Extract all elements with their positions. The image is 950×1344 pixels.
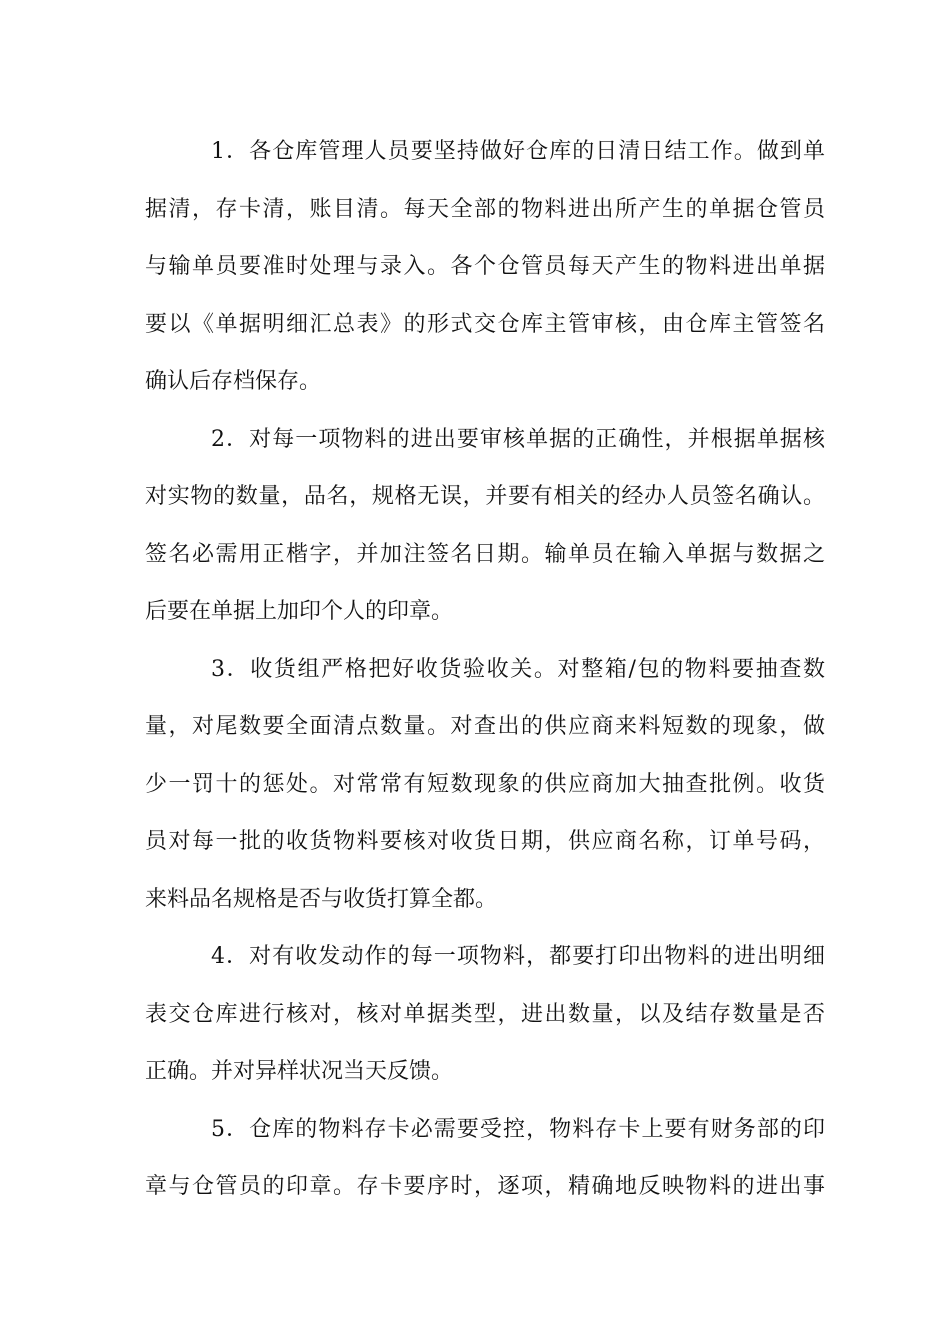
para-4-line-2: 表交仓库进行核对，核对单据类型，进出数量，以及结存数量是否 [145,1001,825,1027]
para-2-line-3: 签名必需用正楷字，并加注签名日期。输单员在输入单据与数据之 [145,541,825,567]
para-2-line-2: 对实物的数量，品名，规格无误，并要有相关的经办人员签名确认。 [145,484,825,509]
para-3-line-3: 少一罚十的惩处。对常常有短数现象的供应商加大抽查批例。收货 [145,771,825,797]
document-body [145,130,825,1223]
para-3-line-1: 3．收货组严格把好收货验收关。对整箱/包的物料要抽查数 [211,656,825,682]
para-4-line-1: 4．对有收发动作的每一项物料，都要打印出物料的进出明细 [211,944,825,969]
para-5-line-2: 章与仓管员的印章。存卡要序时，逐项，精确地反映物料的进出事 [145,1174,825,1199]
para-1-line-5: 确认后存档保存。 [145,369,322,394]
para-3-line-5: 来料品名规格是否与收货打算全都。 [145,886,498,912]
para-3-line-4: 员对每一批的收货物料要核对收货日期，供应商名称，订单号码， [145,829,825,854]
para-4-line-3: 正确。并对异样状况当天反馈。 [145,1059,454,1084]
para-5-line-1: 5．仓库的物料存卡必需要受控，物料存卡上要有财务部的印 [211,1116,825,1142]
para-3-line-2: 量，对尾数要全面清点数量。对查出的供应商来料短数的现象，做 [145,714,825,739]
para-1-line-4: 要以《单据明细汇总表》的形式交仓库主管审核，由仓库主管签名 [145,311,825,337]
para-1-line-2: 据清，存卡清，账目清。每天全部的物料进出所产生的单据仓管员 [145,196,825,222]
para-1-line-1: 1．各仓库管理人员要坚持做好仓库的日清日结工作。做到单 [211,139,825,164]
para-2-line-1: 2．对每一项物料的进出要审核单据的正确性，并根据单据核 [211,426,825,452]
para-2-line-4: 后要在单据上加印个人的印章。 [145,599,454,624]
para-1-line-3: 与输单员要准时处理与录入。各个仓管员每天产生的物料进出单据 [145,254,825,279]
